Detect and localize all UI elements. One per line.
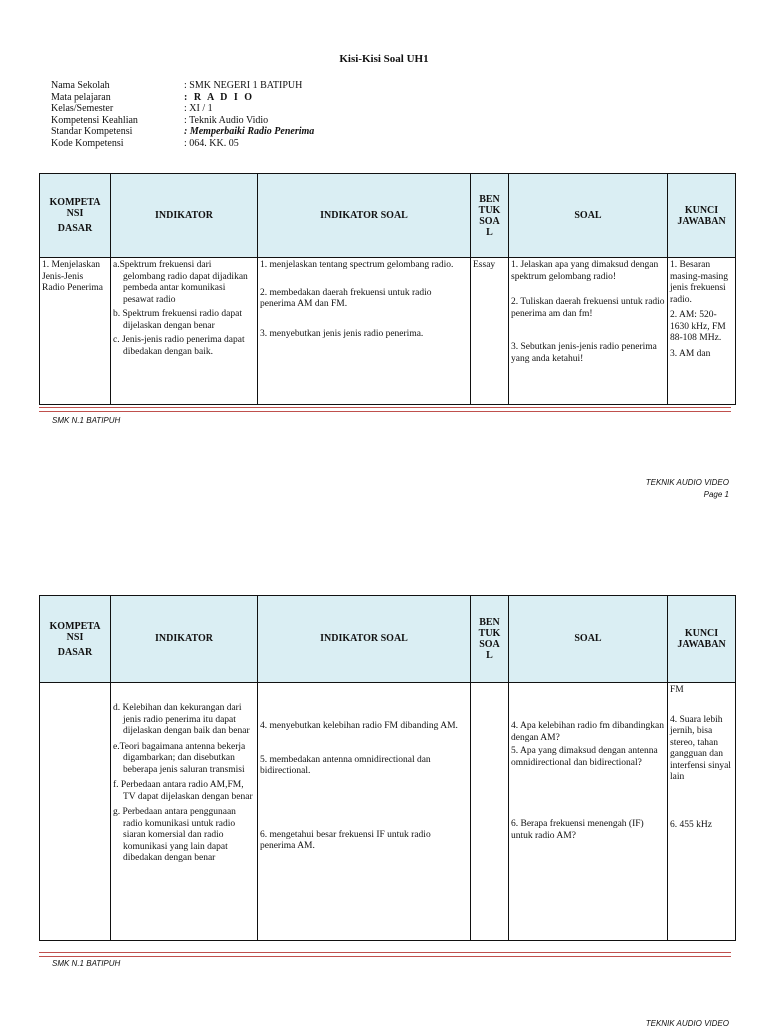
meta-value: : Memperbaiki Radio Penerima (184, 126, 315, 137)
header-kd-line: KOMPETA (49, 620, 101, 632)
bentuk-text: Essay (473, 260, 496, 270)
footer-page-number: Page 1 (703, 490, 729, 499)
header-indikator: INDIKATOR (111, 596, 258, 683)
meta-row-code (51, 138, 314, 150)
cell-kunci (668, 683, 736, 941)
soal-item: 2. Tuliskan daerah frekuensi untuk radio penerima am dan fm! (511, 297, 665, 319)
header-indikator-soal: INDIKATOR SOAL (258, 174, 471, 258)
footer-school: SMK N.1 BATIPUH (52, 416, 121, 425)
meta-value: : Teknik Audio Vidio (184, 114, 269, 126)
header-kd-line: NSI (66, 631, 84, 643)
meta-row-class (51, 103, 314, 115)
meta-value: : SMK NEGERI 1 BATIPUH (184, 80, 303, 91)
header-kunci-line: JAWABAN (677, 215, 726, 227)
indikator-item: d. Kelebihan dan kekurangan dari jenis radio penerima itu dapat dijelaskan dengan baik dan benar (113, 703, 250, 736)
indikator-soal-item: 5. membedakan antenna omnidirectional dan bidirectional. (260, 754, 431, 776)
kunci-item: 4. Suara lebih jernih, bisa stereo, tahan gangguan dan interfensi sinyal lain (670, 714, 731, 782)
header-kd-line: KOMPETA (49, 197, 101, 208)
meta-key: Kelas/Semester (51, 103, 114, 114)
cell-kunci (668, 258, 736, 405)
kunci-item: 6. 455 kHz (670, 819, 712, 830)
soal-item: 5. Apa yang dimaksud dengan antenna omnidirectional dan bidirectional? (511, 746, 658, 768)
indikator-item: e.Teori bagaimana antenna bekerja digambarkan; dan disebutkan beberapa jenis saluran transmisi (113, 741, 246, 775)
cell-kd (40, 683, 111, 941)
footer-right (646, 477, 729, 501)
cell-indikator-soal (258, 258, 471, 405)
kd-text: 1. Menjelaskan Jenis-Jenis Radio Penerima (42, 260, 103, 293)
table-page-1 (39, 173, 736, 405)
header-soal: SOAL (509, 596, 668, 683)
table-row (40, 258, 736, 405)
header-bentuk-line: SOA (479, 215, 500, 227)
header-bentuk-line: L (486, 650, 493, 661)
footer-dept-partial: TEKNIK AUDIO VIDEO (645, 1019, 729, 1028)
header-kunci-line: JAWABAN (677, 639, 726, 650)
header-kd (40, 596, 111, 683)
header-bentuk-line: TUK (478, 628, 501, 639)
separator-line (39, 407, 731, 408)
kunci-item: FM (670, 685, 684, 695)
soal-item: 1. Jelaskan apa yang dimaksud dengan spektrum gelombang radio! (511, 260, 659, 282)
header-soal: SOAL (509, 174, 668, 258)
cell-indikator (111, 683, 258, 941)
cell-bentuk (471, 683, 509, 941)
meta-value: : XI / 1 (184, 103, 213, 114)
meta-row-school (51, 80, 314, 92)
meta-block (51, 80, 314, 149)
header-indikator: INDIKATOR (111, 174, 258, 258)
header-bentuk-line: BEN (479, 617, 500, 628)
table-header-row (40, 174, 736, 258)
soal-item: 4. Apa kelebihan radio fm dibandingkan dengan AM? (511, 721, 665, 743)
header-kd-line: DASAR (57, 646, 93, 658)
cell-soal (509, 258, 668, 405)
header-kd (40, 174, 111, 258)
meta-key: Nama Sekolah (51, 80, 110, 91)
soal-item: 3. Sebutkan jenis-jenis radio penerima yang anda ketahui! (511, 342, 657, 364)
meta-row-subject (51, 92, 314, 104)
document-title: Kisi-Kisi Soal UH1 (339, 53, 429, 65)
indikator-soal-item: 1. menjelaskan tentang spectrum gelombang radio. (260, 260, 454, 270)
header-bentuk-line: TUK (478, 204, 501, 216)
cell-soal (509, 683, 668, 941)
indikator-item: b. Spektrum frekuensi radio dapat dijelaskan dengan benar (113, 309, 243, 331)
meta-row-expertise (51, 115, 314, 127)
header-kd-line: DASAR (57, 223, 93, 234)
separator-line (39, 952, 731, 953)
header-bentuk (471, 596, 509, 683)
kunci-item: 1. Besaran masing-masing jenis frekuensi radio. (670, 260, 729, 305)
header-kunci (668, 596, 736, 683)
meta-key: Kode Kompetensi (51, 137, 124, 149)
indikator-soal-item: 6. mengetahui besar frekuensi IF untuk radio penerima AM. (260, 829, 431, 851)
header-indikator-soal: INDIKATOR SOAL (258, 596, 471, 683)
header-bentuk-line: SOA (479, 639, 500, 650)
meta-value: : 064. KK. 05 (184, 137, 239, 149)
table-row (40, 683, 736, 941)
header-kunci (668, 174, 736, 258)
header-kd-line: NSI (66, 208, 84, 219)
indikator-item: c. Jenis-jenis radio penerima dapat dibedakan dengan baik. (113, 335, 245, 357)
meta-key: Kompetensi Keahlian (51, 114, 138, 126)
kunci-item: 3. AM dan (670, 348, 711, 359)
indikator-soal-item: 4. menyebutkan kelebihan radio FM dibanding AM. (260, 721, 458, 731)
meta-value: : R A D I O (184, 91, 255, 103)
indikator-item: f. Perbedaan antara radio AM,FM, TV dapat dijelaskan dengan benar (113, 780, 253, 802)
cell-indikator (111, 258, 258, 405)
kunci-item: 2. AM: 520-1630 kHz, FM 88-108 MHz. (670, 310, 726, 343)
indikator-item: a.Spektrum frekuensi dari gelombang radio dapat dijadikan pembeda antar komunikasi pesawat radio (113, 260, 248, 305)
cell-bentuk (471, 258, 509, 405)
cell-kd (40, 258, 111, 405)
header-kunci-line: KUNCI (684, 204, 719, 216)
table-header-row (40, 596, 736, 683)
header-bentuk (471, 174, 509, 258)
indikator-soal-item: 2. membedakan daerah frekuensi untuk radio penerima AM dan FM. (260, 287, 432, 309)
header-kunci-line: KUNCI (684, 628, 719, 639)
header-bentuk-line: L (486, 226, 493, 238)
table-page-2 (39, 595, 736, 941)
indikator-item: g. Perbedaan antara penggunaan radio komunikasi untuk radio siaran komersial dan radio komunikasi yang lain dapat dibedakan dengan benar (113, 807, 236, 863)
meta-row-standard (51, 126, 314, 138)
separator-line (39, 411, 731, 412)
header-bentuk-line: BEN (479, 193, 500, 205)
soal-item: 6. Berapa frekuensi menengah (IF) untuk radio AM? (511, 819, 644, 841)
cell-indikator-soal (258, 683, 471, 941)
separator-line (39, 956, 731, 957)
indikator-soal-item: 3. menyebutkan jenis jenis radio penerima. (260, 328, 424, 339)
footer-school: SMK N.1 BATIPUH (52, 959, 121, 968)
meta-key: Standar Kompetensi (51, 126, 133, 137)
meta-key: Mata pelajaran (51, 91, 111, 103)
footer-dept: TEKNIK AUDIO VIDEO (645, 478, 729, 487)
